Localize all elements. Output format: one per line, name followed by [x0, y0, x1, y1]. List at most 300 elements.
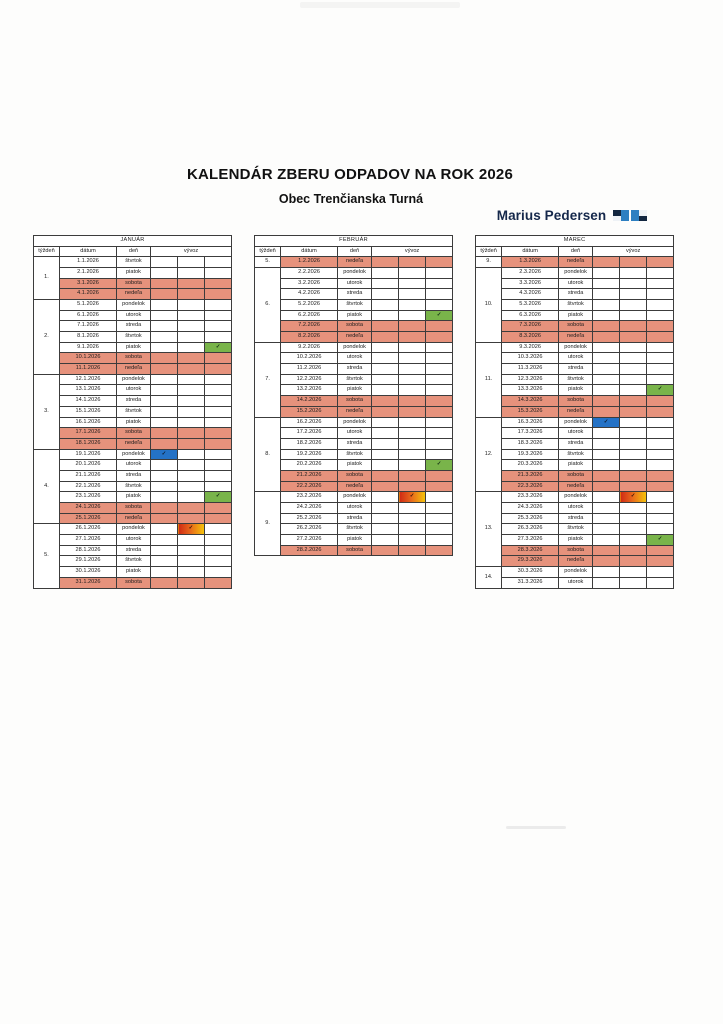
day-name-cell: pondelok: [338, 417, 372, 428]
calendar-row: [476, 545, 674, 556]
pickup-cell: [647, 332, 674, 343]
calendar-row: [34, 428, 232, 439]
date-cell: 2.2.2026: [281, 267, 338, 278]
date-cell: 31.3.2026: [502, 577, 559, 588]
month-title: FEBRUÁR: [255, 236, 453, 247]
pickup-cell: [620, 545, 647, 556]
calendar-row: [476, 406, 674, 417]
pickup-cell: [178, 545, 205, 556]
pickup-cell: [372, 492, 399, 503]
calendar-row: [34, 535, 232, 546]
calendar-row: [34, 278, 232, 289]
pickup-cell: [620, 396, 647, 407]
pickup-cell: [593, 513, 620, 524]
date-cell: 21.1.2026: [60, 470, 117, 481]
pickup-cell: [399, 385, 426, 396]
week-number-cell: 11.: [476, 342, 502, 417]
pickup-cell: [178, 417, 205, 428]
calendar-row: [34, 374, 232, 385]
pickup-cell: [593, 332, 620, 343]
date-cell: 17.2.2026: [281, 428, 338, 439]
day-name-cell: nedeľa: [117, 513, 151, 524]
pickup-cell: [647, 470, 674, 481]
day-name-cell: sobota: [117, 278, 151, 289]
pickup-cell: [205, 374, 232, 385]
page-subtitle: Obec Trenčianska Turná: [278, 192, 424, 206]
day-name-cell: utorok: [559, 353, 593, 364]
day-name-cell: streda: [338, 364, 372, 375]
week-number-cell: 5.: [34, 524, 60, 588]
day-name-cell: pondelok: [559, 267, 593, 278]
day-name-cell: sobota: [559, 470, 593, 481]
pickup-cell: [620, 353, 647, 364]
day-name-cell: sobota: [338, 470, 372, 481]
day-name-cell: piatok: [338, 310, 372, 321]
day-name-cell: pondelok: [117, 449, 151, 460]
pickup-cell: [647, 257, 674, 268]
page-title: KALENDÁR ZBERU ODPADOV NA ROK 2026: [186, 166, 513, 183]
calendar-row: [476, 470, 674, 481]
calendar-row: [476, 289, 674, 300]
day-name-cell: štvrtok: [559, 374, 593, 385]
pickup-cell: [178, 449, 205, 460]
day-name-cell: nedeľa: [117, 438, 151, 449]
col-header-week: týždeň: [476, 246, 502, 257]
pickup-cell: [620, 374, 647, 385]
pickup-cell: [372, 481, 399, 492]
pickup-cell: [647, 503, 674, 514]
pickup-cell: [647, 299, 674, 310]
pickup-cell: [151, 470, 178, 481]
calendar-tables: [33, 235, 674, 589]
pickup-cell: [372, 364, 399, 375]
date-cell: 13.1.2026: [60, 385, 117, 396]
pickup-cell: [620, 513, 647, 524]
pickup-cell: [593, 267, 620, 278]
week-number-cell: 9.: [476, 257, 502, 268]
pickup-cell: [151, 535, 178, 546]
pickup-cell: [620, 364, 647, 375]
calendar-row: [255, 524, 453, 535]
pickup-cell: [399, 396, 426, 407]
pickup-cell: [426, 535, 453, 546]
pickup-cell: [620, 289, 647, 300]
day-name-cell: sobota: [559, 321, 593, 332]
pickup-cell: [593, 449, 620, 460]
pickup-cell: [399, 417, 426, 428]
date-cell: 17.3.2026: [502, 428, 559, 439]
checkmark-orange-icon: ✓: [399, 492, 426, 503]
calendar-row: [34, 503, 232, 514]
date-cell: 4.1.2026: [60, 289, 117, 300]
col-header-date: dátum: [502, 246, 559, 257]
pickup-cell: [205, 332, 232, 343]
calendar-row: [476, 513, 674, 524]
col-header-pickup: vývoz: [593, 246, 674, 257]
pickup-cell: [426, 481, 453, 492]
pickup-cell: [593, 257, 620, 268]
pickup-cell: [593, 342, 620, 353]
date-cell: 27.1.2026: [60, 535, 117, 546]
pickup-cell: [205, 556, 232, 567]
calendar-row: [34, 577, 232, 588]
pickup-cell: [593, 481, 620, 492]
date-cell: 12.3.2026: [502, 374, 559, 385]
pickup-cell: [593, 524, 620, 535]
week-number-cell: 8.: [255, 417, 281, 492]
day-name-cell: nedeľa: [117, 364, 151, 375]
pickup-cell: [647, 567, 674, 578]
pickup-cell: [205, 503, 232, 514]
date-cell: 14.1.2026: [60, 396, 117, 407]
pickup-cell: [205, 385, 232, 396]
pickup-cell: [178, 342, 205, 353]
week-number-cell: 7.: [255, 342, 281, 417]
day-name-cell: štvrtok: [338, 449, 372, 460]
pickup-cell: [205, 567, 232, 578]
pickup-cell: [372, 342, 399, 353]
day-name-cell: štvrtok: [117, 332, 151, 343]
pickup-cell: [647, 278, 674, 289]
pickup-cell: [647, 310, 674, 321]
pickup-cell: [647, 428, 674, 439]
date-cell: 31.1.2026: [60, 577, 117, 588]
day-name-cell: štvrtok: [338, 524, 372, 535]
week-number-cell: 12.: [476, 417, 502, 492]
day-name-cell: pondelok: [338, 492, 372, 503]
pickup-cell: [593, 374, 620, 385]
column-header-row: [476, 246, 674, 257]
day-name-cell: štvrtok: [117, 556, 151, 567]
calendar-row: [476, 374, 674, 385]
date-cell: 20.1.2026: [60, 460, 117, 471]
calendar-row: [34, 545, 232, 556]
pickup-cell: [399, 449, 426, 460]
date-cell: 1.1.2026: [60, 257, 117, 268]
pickup-cell: [593, 299, 620, 310]
calendar-row: [476, 267, 674, 278]
day-name-cell: piatok: [117, 417, 151, 428]
col-header-date: dátum: [60, 246, 117, 257]
calendar-row: [476, 332, 674, 343]
calendar-row: [255, 545, 453, 556]
scan-artifact: [506, 826, 566, 829]
calendar-row: [34, 492, 232, 503]
date-cell: 28.1.2026: [60, 545, 117, 556]
pickup-cell: [647, 556, 674, 567]
day-name-cell: utorok: [338, 353, 372, 364]
pickup-cell: [372, 289, 399, 300]
pickup-cell: [151, 257, 178, 268]
day-name-cell: streda: [117, 470, 151, 481]
day-name-cell: utorok: [338, 503, 372, 514]
col-header-week: týždeň: [255, 246, 281, 257]
pickup-cell: [593, 556, 620, 567]
calendar-row: [476, 257, 674, 268]
column-header-row: [34, 246, 232, 257]
pickup-cell: [426, 321, 453, 332]
date-cell: 10.2.2026: [281, 353, 338, 364]
week-number-cell: 5.: [255, 257, 281, 268]
pickup-cell: [151, 503, 178, 514]
date-cell: 28.3.2026: [502, 545, 559, 556]
pickup-cell: [178, 385, 205, 396]
col-header-pickup: vývoz: [372, 246, 453, 257]
calendar-row: [476, 438, 674, 449]
date-cell: 12.1.2026: [60, 374, 117, 385]
pickup-cell: [399, 353, 426, 364]
date-cell: 15.1.2026: [60, 406, 117, 417]
day-name-cell: piatok: [338, 385, 372, 396]
pickup-cell: [647, 438, 674, 449]
pickup-cell: [399, 545, 426, 556]
pickup-cell: [426, 278, 453, 289]
date-cell: 20.3.2026: [502, 460, 559, 471]
calendar-row: [255, 310, 453, 321]
pickup-cell: [151, 321, 178, 332]
date-cell: 12.2.2026: [281, 374, 338, 385]
pickup-cell: [205, 321, 232, 332]
pickup-cell: [426, 385, 453, 396]
day-name-cell: streda: [559, 289, 593, 300]
pickup-cell: [151, 332, 178, 343]
day-name-cell: streda: [559, 364, 593, 375]
pickup-cell: [620, 470, 647, 481]
pickup-cell: [426, 267, 453, 278]
day-name-cell: streda: [338, 438, 372, 449]
day-name-cell: nedeľa: [559, 406, 593, 417]
pickup-cell: [178, 470, 205, 481]
calendar-row: [476, 556, 674, 567]
pickup-cell: [593, 353, 620, 364]
calendar-row: [34, 267, 232, 278]
calendar-row: [476, 385, 674, 396]
pickup-cell: [647, 396, 674, 407]
calendar-row: [476, 310, 674, 321]
date-cell: 19.3.2026: [502, 449, 559, 460]
pickup-cell: [151, 428, 178, 439]
day-name-cell: štvrtok: [117, 257, 151, 268]
month-title-row: [34, 236, 232, 247]
month-table: [254, 235, 453, 556]
calendar-row: [476, 492, 674, 503]
pickup-cell: [205, 438, 232, 449]
week-number-cell: 13.: [476, 492, 502, 567]
pickup-cell: [205, 353, 232, 364]
day-name-cell: nedeľa: [338, 257, 372, 268]
pickup-cell: [372, 449, 399, 460]
day-name-cell: piatok: [338, 535, 372, 546]
calendar-row: [34, 524, 232, 535]
pickup-cell: [151, 556, 178, 567]
pickup-cell: [399, 332, 426, 343]
pickup-cell: [399, 342, 426, 353]
month-title-row: [255, 236, 453, 247]
day-name-cell: utorok: [117, 535, 151, 546]
pickup-cell: [178, 353, 205, 364]
day-name-cell: utorok: [559, 503, 593, 514]
date-cell: 3.2.2026: [281, 278, 338, 289]
date-cell: 28.2.2026: [281, 545, 338, 556]
pickup-cell: [151, 524, 178, 535]
date-cell: 16.3.2026: [502, 417, 559, 428]
calendar-row: [476, 481, 674, 492]
calendar-row: [34, 385, 232, 396]
pickup-cell: [620, 481, 647, 492]
date-cell: 6.1.2026: [60, 310, 117, 321]
pickup-cell: [593, 396, 620, 407]
calendar-row: [476, 577, 674, 588]
column-header-row: [255, 246, 453, 257]
pickup-cell: [426, 299, 453, 310]
pickup-cell: [647, 481, 674, 492]
date-cell: 24.2.2026: [281, 503, 338, 514]
pickup-cell: [178, 299, 205, 310]
date-cell: 25.3.2026: [502, 513, 559, 524]
day-name-cell: pondelok: [338, 267, 372, 278]
pickup-cell: [399, 364, 426, 375]
day-name-cell: streda: [117, 321, 151, 332]
calendar-row: [34, 406, 232, 417]
day-name-cell: piatok: [559, 385, 593, 396]
scan-artifact: [300, 2, 460, 8]
pickup-cell: [178, 577, 205, 588]
date-cell: 18.2.2026: [281, 438, 338, 449]
pickup-cell: [426, 449, 453, 460]
day-name-cell: pondelok: [559, 417, 593, 428]
pickup-cell: [372, 374, 399, 385]
pickup-cell: [593, 460, 620, 471]
day-name-cell: sobota: [338, 545, 372, 556]
day-name-cell: streda: [117, 545, 151, 556]
pickup-cell: [426, 513, 453, 524]
date-cell: 15.2.2026: [281, 406, 338, 417]
pickup-cell: [372, 396, 399, 407]
pickup-cell: [178, 332, 205, 343]
date-cell: 8.1.2026: [60, 332, 117, 343]
date-cell: 7.2.2026: [281, 321, 338, 332]
col-header-day: deň: [117, 246, 151, 257]
pickup-cell: [178, 567, 205, 578]
date-cell: 8.3.2026: [502, 332, 559, 343]
day-name-cell: piatok: [117, 267, 151, 278]
checkmark-green-icon: ✓: [426, 460, 453, 471]
pickup-cell: [647, 449, 674, 460]
date-cell: 11.3.2026: [502, 364, 559, 375]
date-cell: 29.1.2026: [60, 556, 117, 567]
pickup-cell: [426, 417, 453, 428]
calendar-row: [255, 332, 453, 343]
date-cell: 7.3.2026: [502, 321, 559, 332]
date-cell: 18.3.2026: [502, 438, 559, 449]
pickup-cell: [426, 342, 453, 353]
month-title: JANUÁR: [34, 236, 232, 247]
date-cell: 26.3.2026: [502, 524, 559, 535]
date-cell: 30.1.2026: [60, 567, 117, 578]
pickup-cell: [620, 321, 647, 332]
calendar-row: [255, 396, 453, 407]
pickup-cell: [426, 374, 453, 385]
pickup-cell: [205, 545, 232, 556]
pickup-cell: [178, 460, 205, 471]
calendar-row: [34, 353, 232, 364]
pickup-cell: [399, 535, 426, 546]
week-number-cell: 3.: [34, 374, 60, 449]
pickup-cell: [593, 535, 620, 546]
day-name-cell: utorok: [559, 428, 593, 439]
day-name-cell: pondelok: [117, 374, 151, 385]
checkmark-orange-icon: ✓: [178, 524, 205, 535]
pickup-cell: [178, 406, 205, 417]
calendar-row: [476, 342, 674, 353]
week-number-cell: 10.: [476, 267, 502, 342]
pickup-cell: [205, 257, 232, 268]
calendar-row: [34, 470, 232, 481]
date-cell: 7.1.2026: [60, 321, 117, 332]
pickup-cell: [399, 428, 426, 439]
day-name-cell: streda: [559, 513, 593, 524]
date-cell: 13.2.2026: [281, 385, 338, 396]
calendar-row: [34, 321, 232, 332]
calendar-row: [255, 364, 453, 375]
checkmark-green-icon: ✓: [426, 310, 453, 321]
pickup-cell: [647, 513, 674, 524]
date-cell: 21.3.2026: [502, 470, 559, 481]
pickup-cell: [205, 278, 232, 289]
pickup-cell: [620, 577, 647, 588]
pickup-cell: [647, 342, 674, 353]
pickup-cell: [151, 460, 178, 471]
calendar-row: [34, 460, 232, 471]
flag-panel-right: [631, 210, 647, 221]
date-cell: 29.3.2026: [502, 556, 559, 567]
pickup-cell: [205, 289, 232, 300]
pickup-cell: [205, 449, 232, 460]
calendar-row: [255, 428, 453, 439]
calendar-row: [255, 417, 453, 428]
pickup-cell: [593, 503, 620, 514]
date-cell: 5.1.2026: [60, 299, 117, 310]
calendar-row: [476, 524, 674, 535]
calendar-row: [255, 449, 453, 460]
pickup-cell: [205, 417, 232, 428]
day-name-cell: utorok: [117, 460, 151, 471]
day-name-cell: nedeľa: [559, 556, 593, 567]
calendar-row: [255, 470, 453, 481]
calendar-row: [255, 353, 453, 364]
day-name-cell: nedeľa: [338, 406, 372, 417]
calendar-row: [476, 535, 674, 546]
date-cell: 3.1.2026: [60, 278, 117, 289]
date-cell: 8.2.2026: [281, 332, 338, 343]
day-name-cell: štvrtok: [338, 374, 372, 385]
date-cell: 6.2.2026: [281, 310, 338, 321]
pickup-cell: [399, 481, 426, 492]
calendar-row: [255, 438, 453, 449]
calendar-row: [255, 535, 453, 546]
calendar-row: [34, 556, 232, 567]
pickup-cell: [372, 545, 399, 556]
day-name-cell: utorok: [338, 278, 372, 289]
day-name-cell: piatok: [117, 567, 151, 578]
pickup-cell: [205, 396, 232, 407]
date-cell: 20.2.2026: [281, 460, 338, 471]
day-name-cell: nedeľa: [559, 332, 593, 343]
pickup-cell: [205, 470, 232, 481]
pickup-cell: [178, 428, 205, 439]
col-header-week: týždeň: [34, 246, 60, 257]
calendar-row: [476, 503, 674, 514]
